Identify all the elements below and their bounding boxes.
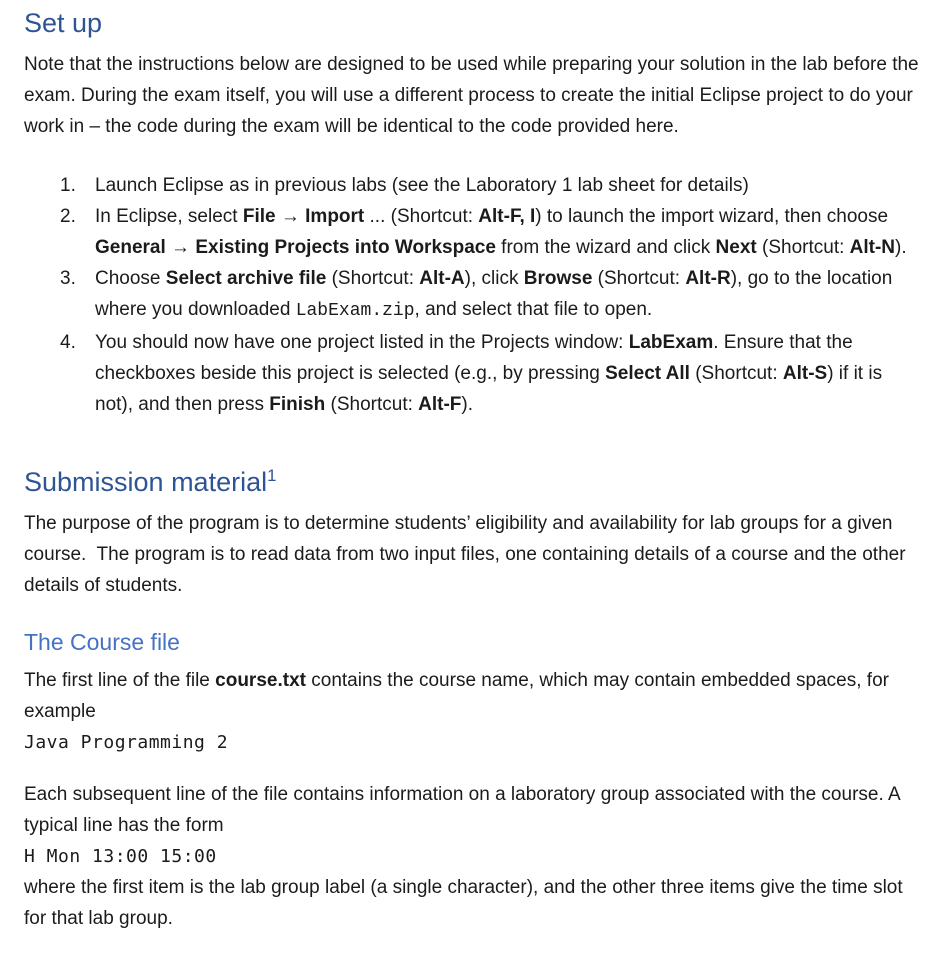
list-item-text: In Eclipse, select File → Import ... (Shortcut: Alt-F, I) to launch the import wizard, then choose General → Existing Projects into Workspace from the wizard and click Next (Shortcut: Alt-N). <box>95 206 907 258</box>
course-file-paragraph-1: The first line of the file course.txt contains the course name, which may contain embedded spaces, for example <box>24 670 895 722</box>
course-file-paragraph-2: Each subsequent line of the file contains information on a laboratory group associated with the course. A typical line has the form <box>24 784 905 836</box>
list-item-number: 2. <box>60 206 76 227</box>
setup-numbered-list <box>24 170 920 420</box>
list-item-number: 4. <box>60 332 76 353</box>
submission-heading-text: Submission material <box>24 467 268 497</box>
list-item-number: 1. <box>60 175 76 196</box>
list-item-text: Launch Eclipse as in previous labs (see the Laboratory 1 lab sheet for details) <box>95 175 749 196</box>
list-item <box>24 263 920 327</box>
list-item <box>24 201 920 263</box>
list-item <box>24 327 920 420</box>
setup-heading: Set up <box>24 8 103 38</box>
list-item-text: You should now have one project listed in the Projects window: LabExam. Ensure that the checkboxes beside this project is selected (e.g., by pressing Select All (Shortcut: Alt-S) if it is not), and then press Finish (Shortcut: Alt-F). <box>95 332 888 415</box>
course-file-paragraph-3: where the first item is the lab group label (a single character), and the other three items give the time slot for that lab group. <box>24 877 908 929</box>
lab-group-line-code-example: H Mon 13:00 15:00 <box>24 846 217 867</box>
setup-intro-paragraph: Note that the instructions below are designed to be used while preparing your solution in the lab before the exam. During the exam itself, you will use a different process to create the initial Eclipse project to do your work in – the code during the exam will be identical to the code provided here. <box>24 54 924 137</box>
list-item <box>24 170 920 201</box>
footnote-reference: 1 <box>267 466 277 485</box>
course-file-heading: The Course file <box>24 629 180 655</box>
list-item-text: Choose Select archive file (Shortcut: Alt-A), click Browse (Shortcut: Alt-R), go to the location where you downloaded LabExam.zip, and select that file to open. <box>95 268 898 321</box>
course-name-code-example: Java Programming 2 <box>24 732 229 753</box>
submission-paragraph: The purpose of the program is to determine students’ eligibility and availability for lab groups for a given course. The program is to read data from two input files, one containing details of a course and the other details of students. <box>24 513 911 596</box>
list-item-number: 3. <box>60 268 76 289</box>
submission-heading <box>24 466 920 499</box>
